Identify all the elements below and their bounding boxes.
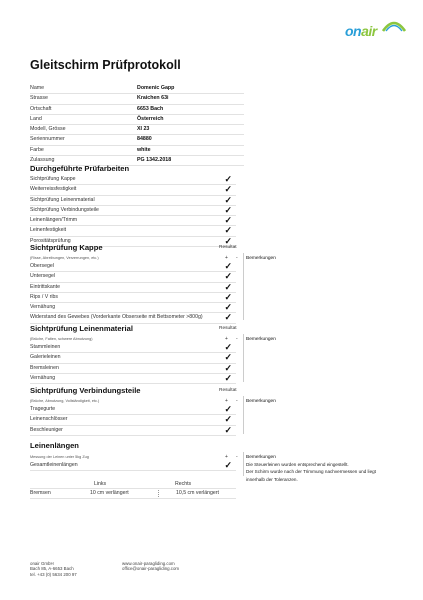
- list-item-label: Leinenlängen/Trimm: [30, 217, 78, 224]
- check-icon: ✓: [224, 291, 232, 302]
- pilot-info-table: [30, 84, 244, 166]
- list-item-label: Beschleuniger: [30, 426, 63, 433]
- info-row: [30, 115, 244, 125]
- leinen-hint: (Brüche, Falten, schwere Abnutzung): [30, 337, 93, 341]
- bemerkungen-label: Bemerkungen: [246, 399, 276, 404]
- footer-line: tel. +43 (0) 5634 200 97: [30, 571, 77, 577]
- check-icon: ✓: [224, 372, 232, 383]
- info-row: [30, 105, 244, 115]
- list-item: [30, 283, 236, 293]
- info-value: 84880: [137, 136, 152, 143]
- list-item-label: Sichtprüfung Kappe: [30, 176, 76, 182]
- info-label: Farbe: [30, 146, 44, 153]
- column-links: Links: [94, 481, 107, 487]
- info-label: Seriennummer: [30, 136, 65, 143]
- check-icon: ✓: [224, 404, 232, 414]
- list-item: [30, 353, 236, 363]
- info-label: Ortschaft: [30, 105, 52, 112]
- section-title-pruefarbeiten: Durchgeführte Prüfarbeiten: [30, 164, 130, 173]
- list-item: [30, 405, 236, 415]
- list-item: [30, 303, 236, 313]
- footer-line: Bach 85, A-6653 Bach: [30, 566, 74, 572]
- info-label: Land: [30, 115, 42, 122]
- check-icon: ✓: [224, 352, 232, 363]
- bemerkungen-label: Bemerkungen: [246, 455, 276, 460]
- list-item: [30, 175, 236, 185]
- list-item-label: Stammleinen: [30, 344, 61, 350]
- check-icon: ✓: [224, 184, 232, 195]
- list-item-label: Sichtprüfung Verbindungsteile: [30, 206, 99, 213]
- bremsen-links-value: 10 cm verlängert: [90, 490, 129, 496]
- divider-line: [158, 490, 159, 497]
- note-line: Der Schirm wurde nach der Trimmung nachvermessen und liegt: [246, 469, 376, 475]
- plus-label: +: [225, 398, 228, 404]
- laengen-note: [246, 461, 406, 483]
- verbindung-list: [30, 405, 236, 436]
- note-line: innerhalb der Toleranzen.: [246, 476, 298, 482]
- section-title-laengen: Leinenlängen: [30, 441, 79, 450]
- bremsen-rechts-value: 10,5 cm verlängert: [176, 490, 219, 496]
- info-row: [30, 135, 244, 145]
- minus-label: -: [236, 398, 238, 404]
- list-item: [30, 374, 236, 384]
- check-icon: ✓: [224, 225, 232, 236]
- verbindung-hint: (Brüche, Abnutzung, Vollständigkeit, etc.): [30, 399, 100, 403]
- check-icon: ✓: [224, 460, 232, 470]
- list-item-label: Sichtprüfung Leinenmaterial: [30, 196, 95, 203]
- laengen-hint: Messung der Leinen unter 5kg Zug: [30, 455, 89, 459]
- list-item: [30, 196, 236, 206]
- list-item-label: Galerieleinen: [30, 354, 61, 361]
- list-item-label: Rips / V ribs: [30, 293, 58, 300]
- info-label: Modell, Grösse: [30, 126, 66, 133]
- list-item: [30, 426, 236, 436]
- check-icon: ✓: [224, 362, 232, 373]
- bemerkungen-label: Bemerkungen: [246, 256, 276, 261]
- check-icon: ✓: [224, 261, 232, 271]
- info-value: Österreich: [137, 115, 164, 122]
- table-row: [30, 488, 236, 499]
- list-item-label: Vernähung: [30, 304, 56, 311]
- list-item: [30, 415, 236, 425]
- kappe-hint: (Risse, Abreibungen, Verzerrungen, etc.): [30, 256, 99, 260]
- logo-arc-icon: [381, 19, 407, 33]
- logo-text-air: air: [361, 23, 377, 39]
- check-icon: ✓: [224, 414, 232, 425]
- list-item: [30, 461, 236, 471]
- info-value: XI 23: [137, 126, 150, 133]
- divider-line: [243, 253, 244, 320]
- divider-line: [243, 396, 244, 434]
- list-item-label: Weiterreissfestigkeit: [30, 186, 77, 193]
- info-label: Strasse: [30, 95, 48, 102]
- list-item: [30, 272, 236, 282]
- check-icon: ✓: [224, 342, 232, 352]
- info-row: [30, 146, 244, 156]
- list-item-label: Untersegel: [30, 273, 56, 280]
- footer-company: [30, 561, 77, 577]
- plus-label: +: [225, 255, 228, 261]
- logo-text-on: on: [345, 23, 362, 39]
- info-value: Kraichen 63i: [137, 95, 169, 102]
- plus-label: +: [225, 454, 228, 460]
- list-item-label: Vernähung: [30, 374, 56, 381]
- list-item: [30, 313, 236, 323]
- bemerkungen-label: Bemerkungen: [246, 337, 276, 342]
- section-title-kappe: Sichtprüfung Kappe: [30, 243, 103, 252]
- list-item: [30, 206, 236, 216]
- minus-label: -: [236, 454, 238, 460]
- check-icon: ✓: [224, 215, 232, 226]
- info-value: 6653 Bach: [137, 105, 164, 112]
- footer-line: onair GmbH: [30, 561, 54, 566]
- kappe-list: [30, 262, 236, 324]
- list-item: [30, 343, 236, 353]
- footer-email-link[interactable]: office@onair-paragliding.com: [122, 566, 180, 572]
- info-value: Domenic Gapp: [137, 85, 175, 91]
- info-row: [30, 94, 244, 104]
- divider-line: [243, 452, 244, 476]
- list-item: [30, 185, 236, 195]
- info-label: Zulassung: [30, 157, 55, 164]
- bremsen-label: Bremsen: [30, 490, 51, 496]
- footer-web: [122, 561, 179, 572]
- list-item-label: Leinenfestigkeit: [30, 227, 67, 234]
- minus-label: -: [236, 336, 238, 342]
- list-item: [30, 293, 236, 303]
- list-item: [30, 226, 236, 236]
- list-item-label: Obersegel: [30, 263, 54, 269]
- laengen-item-label: Gesamtleinenlängen: [30, 462, 78, 468]
- info-row: [30, 84, 244, 94]
- list-item: [30, 364, 236, 374]
- list-item-label: Eintrittskante: [30, 283, 60, 290]
- divider-line: [243, 334, 244, 382]
- list-item-label: Bremsleinen: [30, 364, 59, 371]
- check-icon: ✓: [224, 281, 232, 292]
- footer-website-link[interactable]: www.onair-paragliding.com: [122, 561, 175, 566]
- section-title-leinen: Sichtprüfung Leinenmaterial: [30, 324, 133, 333]
- note-line: Die Steuerleinen wurden entsprechend eingestellt.: [246, 462, 349, 467]
- check-icon: ✓: [224, 174, 232, 184]
- info-row: [30, 125, 244, 135]
- resultat-label: Resultat: [219, 326, 237, 331]
- leinen-list: [30, 343, 236, 384]
- list-item-label: Porositätsprüfung: [30, 237, 71, 244]
- check-icon: ✓: [224, 194, 232, 205]
- plus-label: +: [225, 336, 228, 342]
- minus-label: -: [236, 255, 238, 261]
- check-icon: ✓: [224, 204, 232, 215]
- section-title-verbindung: Sichtprüfung Verbindungsteile: [30, 386, 141, 395]
- list-item-label: Tragegurte: [30, 406, 56, 412]
- check-icon: ✓: [224, 302, 232, 313]
- list-item: [30, 262, 236, 272]
- check-icon: ✓: [224, 235, 232, 246]
- info-label: Name: [30, 85, 45, 91]
- check-icon: ✓: [224, 312, 232, 323]
- check-icon: ✓: [224, 424, 232, 435]
- list-item-label: Widerstand des Gewebes (Vorderkante Obserseite mit Bettsometer >800g): [30, 314, 203, 321]
- info-value: white: [137, 146, 151, 153]
- info-value: PG 1342.2018: [137, 157, 172, 164]
- company-logo: [345, 19, 407, 41]
- page-title: Gleitschirm Prüfprotokoll: [30, 58, 181, 72]
- list-item-label: Leinenschlösser: [30, 416, 68, 423]
- column-rechts: Rechts: [175, 481, 192, 487]
- resultat-label: Resultat: [219, 245, 237, 250]
- check-icon: ✓: [224, 271, 232, 282]
- list-item: [30, 216, 236, 226]
- resultat-label: Resultat: [219, 388, 237, 393]
- pruefarbeiten-list: [30, 175, 236, 247]
